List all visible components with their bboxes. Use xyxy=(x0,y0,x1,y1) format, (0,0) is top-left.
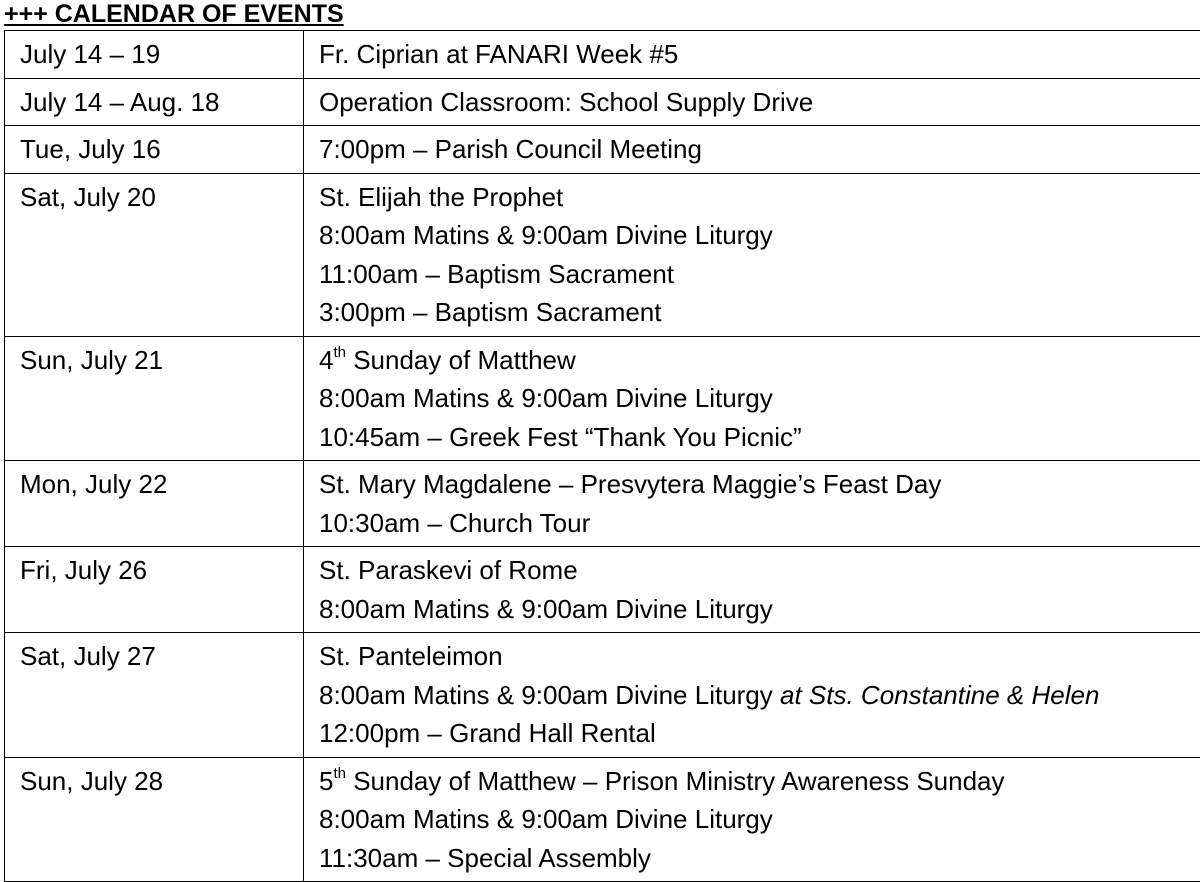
ordinal-number: 4 xyxy=(319,345,333,375)
event-cell xyxy=(304,336,1200,461)
date-cell: Sun, July 28 xyxy=(5,757,304,882)
event-line-text: Sunday of Matthew xyxy=(346,345,576,375)
table-row xyxy=(5,31,1200,79)
table-row xyxy=(5,633,1200,758)
date-cell: Mon, July 22 xyxy=(5,461,304,547)
event-line: St. Paraskevi of Rome xyxy=(319,551,1200,590)
event-line xyxy=(319,762,1200,801)
event-line: Operation Classroom: School Supply Drive xyxy=(319,83,1200,122)
event-line: 11:00am – Baptism Sacrament xyxy=(319,255,1200,294)
event-cell xyxy=(304,757,1200,882)
date-cell: Sat, July 20 xyxy=(5,173,304,336)
date-cell: Sat, July 27 xyxy=(5,633,304,758)
ordinal-suffix: th xyxy=(333,344,346,361)
table-row xyxy=(5,78,1200,126)
event-cell xyxy=(304,78,1200,126)
event-line: Fr. Ciprian at FANARI Week #5 xyxy=(319,35,1200,74)
event-cell xyxy=(304,633,1200,758)
event-line: 8:00am Matins & 9:00am Divine Liturgy xyxy=(319,590,1200,629)
ordinal-number: 5 xyxy=(319,766,333,796)
events-table xyxy=(4,30,1200,882)
table-row xyxy=(5,547,1200,633)
event-line xyxy=(319,341,1200,380)
table-row xyxy=(5,757,1200,882)
event-line: 8:00am Matins & 9:00am Divine Liturgy xyxy=(319,800,1200,839)
event-cell xyxy=(304,547,1200,633)
table-row xyxy=(5,173,1200,336)
event-line: 3:00pm – Baptism Sacrament xyxy=(319,293,1200,332)
page-title: +++ CALENDAR OF EVENTS xyxy=(4,0,344,28)
event-cell xyxy=(304,173,1200,336)
event-line-text: 8:00am Matins & 9:00am Divine Liturgy xyxy=(319,680,780,710)
table-row xyxy=(5,126,1200,174)
date-cell: July 14 – Aug. 18 xyxy=(5,78,304,126)
event-cell xyxy=(304,126,1200,174)
event-cell xyxy=(304,461,1200,547)
date-cell: Tue, July 16 xyxy=(5,126,304,174)
event-line: St. Panteleimon xyxy=(319,637,1200,676)
event-line xyxy=(319,676,1200,715)
table-row xyxy=(5,336,1200,461)
date-cell: Fri, July 26 xyxy=(5,547,304,633)
date-cell: Sun, July 21 xyxy=(5,336,304,461)
ordinal-suffix: th xyxy=(333,765,346,782)
event-line: 12:00pm – Grand Hall Rental xyxy=(319,714,1200,753)
event-location: at Sts. Constantine & Helen xyxy=(780,680,1099,710)
event-line: 7:00pm – Parish Council Meeting xyxy=(319,130,1200,169)
event-line: 11:30am – Special Assembly xyxy=(319,839,1200,878)
event-line-text: Sunday of Matthew – Prison Ministry Awareness Sunday xyxy=(346,766,1005,796)
event-line: 10:30am – Church Tour xyxy=(319,504,1200,543)
event-line: St. Elijah the Prophet xyxy=(319,178,1200,217)
event-line: 8:00am Matins & 9:00am Divine Liturgy xyxy=(319,216,1200,255)
event-line: 8:00am Matins & 9:00am Divine Liturgy xyxy=(319,379,1200,418)
event-line: St. Mary Magdalene – Presvytera Maggie’s Feast Day xyxy=(319,465,1200,504)
event-cell xyxy=(304,31,1200,79)
event-line: 10:45am – Greek Fest “Thank You Picnic” xyxy=(319,418,1200,457)
table-row xyxy=(5,461,1200,547)
date-cell: July 14 – 19 xyxy=(5,31,304,79)
